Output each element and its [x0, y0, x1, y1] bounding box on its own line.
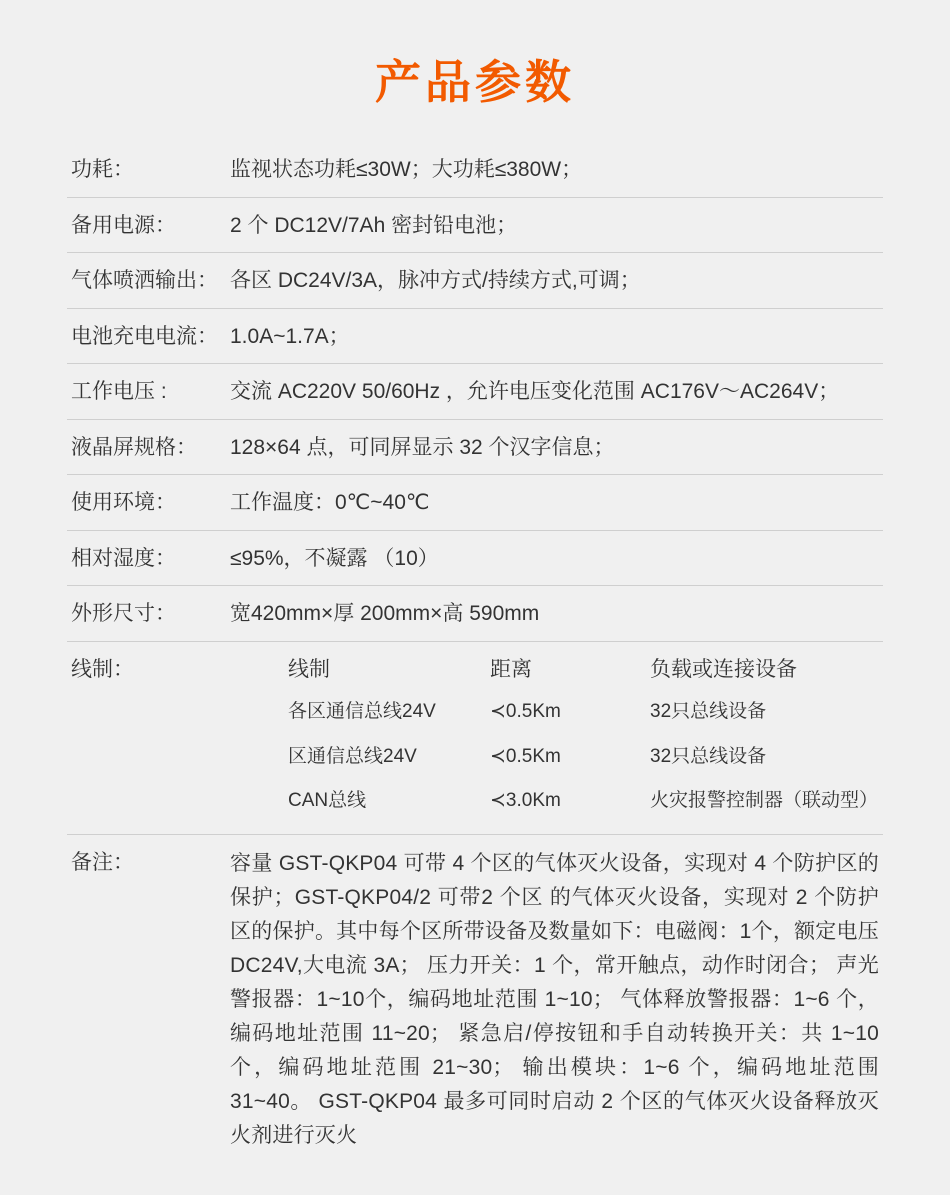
wiring-type: 各区通信总线24V: [288, 701, 436, 722]
wiring-distance: ≺0.5Km: [490, 701, 561, 722]
note-row: [67, 834, 883, 1164]
table-row: [67, 530, 883, 586]
table-row: [67, 364, 883, 420]
table-row: [67, 142, 883, 197]
spec-label: 气体喷洒输出：: [71, 269, 218, 292]
spec-label: 备用电源：: [71, 213, 176, 237]
spec-label: 工作电压 :: [71, 380, 167, 403]
spec-value: 工作温度：0℃~40℃: [230, 491, 430, 514]
spec-value: 2 个 DC12V/7Ah 密封铅电池；: [230, 213, 518, 237]
table-row: [67, 475, 883, 531]
wiring-row: [67, 641, 883, 834]
wiring-header-distance: 距离: [490, 657, 532, 681]
wiring-block: [224, 641, 883, 834]
wiring-data-row: [230, 778, 879, 823]
spec-value: 各区 DC24V/3A，脉冲方式/持续方式,可调；: [230, 269, 641, 292]
note-label: 备注：: [71, 850, 134, 874]
table-row: [67, 197, 883, 253]
spec-label: 使用环境：: [71, 491, 176, 514]
spec-value: ≤95%，不凝露 （10）: [230, 546, 439, 570]
spec-label: 外形尺寸：: [71, 602, 176, 625]
note-text: 容量 GST-QKP04 可带 4 个区的气体灭火设备，实现对 4 个防护区的保护；GST-QKP04/2 可带2 个区 的气体灭火设备，实现对 2 个防护区的保护。其中每个区所带设备及数量如下：电磁阀：1个，额定电压 DC24V,大电流 3A； 压力开关：1 个，常开触点，动作时闭合； 声光警报器：1~10个，编码地址范围 1~10； 气体释放警报器：1~6 个，编码地址范围 11~20； 紧急启/停按钮和手自动转换开关：共 1~10 个，编码地址范围 21~30； 输出模块：1~6 个，编码地址范围 31~40。 GST-QKP04 最多可同时启动 2 个区的气体灭火设备释放灭火剂进行灭火: [230, 851, 879, 1147]
table-row: [67, 308, 883, 364]
wiring-label: 线制：: [71, 657, 134, 681]
wiring-header-row: [230, 654, 879, 690]
spec-label: 液晶屏规格：: [71, 435, 197, 459]
wiring-header-type: 线制: [288, 657, 330, 681]
wiring-distance: ≺0.5Km: [490, 745, 561, 767]
page-title: 产品参数: [375, 56, 575, 108]
spec-value: 监视状态功耗≤30W；大功耗≤380W；: [230, 158, 583, 181]
table-row: [67, 586, 883, 642]
wiring-type: CAN总线: [288, 790, 367, 811]
spec-label: 功耗：: [71, 158, 134, 181]
spec-label: 相对湿度：: [71, 546, 176, 570]
wiring-header-load: 负载或连接设备: [650, 657, 797, 681]
spec-label: 电池充电电流：: [71, 324, 218, 348]
spec-table: [67, 142, 883, 1164]
spec-value: 交流 AC220V 50/60Hz ，允许电压变化范围 AC176V～AC264V；: [230, 380, 840, 403]
wiring-type: 区通信总线24V: [288, 745, 417, 767]
table-row: [67, 419, 883, 475]
table-row: [67, 253, 883, 309]
wiring-data-row: [230, 689, 879, 734]
wiring-load: 32只总线设备: [650, 745, 767, 767]
wiring-data-row: [230, 734, 879, 779]
wiring-load: 火灾报警控制器（联动型）: [650, 790, 879, 811]
spec-value: 宽420mm×厚 200mm×高 590mm: [230, 602, 540, 625]
spec-value: 1.0A~1.7A；: [230, 324, 350, 348]
wiring-distance: ≺3.0Km: [490, 790, 561, 811]
spec-value: 128×64 点，可同屏显示 32 个汉字信息；: [230, 435, 615, 459]
wiring-load: 32只总线设备: [650, 701, 767, 722]
